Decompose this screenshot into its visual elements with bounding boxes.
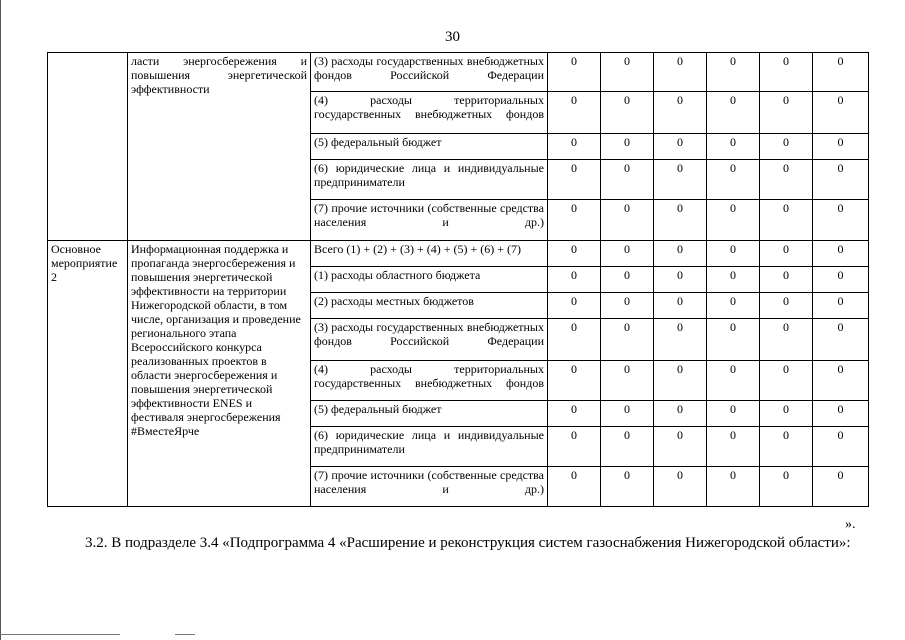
value-cell: 0 bbox=[654, 361, 707, 401]
value-cell: 0 bbox=[654, 241, 707, 267]
measure-description: ласти энергосбережения и повышения энергетической эффективности bbox=[128, 53, 311, 241]
budget-table bbox=[47, 52, 869, 507]
value-cell: 0 bbox=[707, 361, 760, 401]
value-cell: 0 bbox=[813, 134, 869, 160]
source-label: (6) юридические лица и индивидуальные предприниматели bbox=[311, 160, 548, 200]
value-cell: 0 bbox=[707, 53, 760, 92]
value-cell: 0 bbox=[548, 319, 601, 361]
value-cell: 0 bbox=[654, 53, 707, 92]
value-cell: 0 bbox=[654, 134, 707, 160]
value-cell: 0 bbox=[654, 160, 707, 200]
value-cell: 0 bbox=[760, 467, 813, 507]
value-cell: 0 bbox=[654, 401, 707, 427]
value-cell: 0 bbox=[601, 92, 654, 134]
value-cell: 0 bbox=[601, 361, 654, 401]
value-cell: 0 bbox=[601, 160, 654, 200]
value-cell: 0 bbox=[813, 200, 869, 241]
footer-rule bbox=[0, 634, 120, 635]
value-cell: 0 bbox=[707, 467, 760, 507]
value-cell: 0 bbox=[813, 53, 869, 92]
value-cell: 0 bbox=[760, 160, 813, 200]
value-cell: 0 bbox=[707, 293, 760, 319]
value-cell: 0 bbox=[548, 53, 601, 92]
value-cell: 0 bbox=[654, 467, 707, 507]
value-cell: 0 bbox=[813, 361, 869, 401]
footer-rule bbox=[175, 634, 195, 635]
value-cell: 0 bbox=[601, 241, 654, 267]
value-cell: 0 bbox=[813, 401, 869, 427]
source-label: (4) расходы территориальных государственных внебюджетных фондов bbox=[311, 361, 548, 401]
value-cell: 0 bbox=[760, 319, 813, 361]
value-cell: 0 bbox=[813, 92, 869, 134]
value-cell: 0 bbox=[601, 267, 654, 293]
closing-quote: ». bbox=[845, 517, 856, 532]
value-cell: 0 bbox=[654, 427, 707, 467]
value-cell: 0 bbox=[548, 200, 601, 241]
value-cell: 0 bbox=[707, 241, 760, 267]
table-row bbox=[48, 53, 869, 92]
source-label: (3) расходы государственных внебюджетных фондов Российской Федерации bbox=[311, 53, 548, 92]
value-cell: 0 bbox=[760, 267, 813, 293]
table-row bbox=[48, 241, 869, 267]
value-cell: 0 bbox=[760, 293, 813, 319]
value-cell: 0 bbox=[654, 92, 707, 134]
value-cell: 0 bbox=[707, 134, 760, 160]
value-cell: 0 bbox=[601, 200, 654, 241]
value-cell: 0 bbox=[760, 361, 813, 401]
value-cell: 0 bbox=[813, 319, 869, 361]
source-label: (5) федеральный бюджет bbox=[311, 134, 548, 160]
value-cell: 0 bbox=[707, 92, 760, 134]
source-label: (1) расходы областного бюджета bbox=[311, 267, 548, 293]
value-cell: 0 bbox=[760, 92, 813, 134]
value-cell: 0 bbox=[548, 160, 601, 200]
source-label: Всего (1) + (2) + (3) + (4) + (5) + (6) + (7) bbox=[311, 241, 548, 267]
source-label: (7) прочие источники (собственные средства населения и др.) bbox=[311, 467, 548, 507]
value-cell: 0 bbox=[707, 160, 760, 200]
section-heading-text: 3.2. В подразделе 3.4 «Подпрограмма 4 «Расширение и реконструкция систем газоснабжения Нижегородской области»: bbox=[85, 535, 851, 551]
value-cell: 0 bbox=[601, 293, 654, 319]
value-cell: 0 bbox=[548, 467, 601, 507]
value-cell: 0 bbox=[548, 401, 601, 427]
source-label: (5) федеральный бюджет bbox=[311, 401, 548, 427]
value-cell: 0 bbox=[601, 319, 654, 361]
value-cell: 0 bbox=[601, 53, 654, 92]
value-cell: 0 bbox=[654, 319, 707, 361]
value-cell: 0 bbox=[760, 401, 813, 427]
source-label: (4) расходы территориальных государственных внебюджетных фондов bbox=[311, 92, 548, 134]
value-cell: 0 bbox=[813, 467, 869, 507]
source-label: (2) расходы местных бюджетов bbox=[311, 293, 548, 319]
event-cell-empty bbox=[48, 53, 128, 241]
value-cell: 0 bbox=[813, 241, 869, 267]
value-cell: 0 bbox=[601, 134, 654, 160]
value-cell: 0 bbox=[548, 293, 601, 319]
value-cell: 0 bbox=[601, 467, 654, 507]
value-cell: 0 bbox=[548, 267, 601, 293]
value-cell: 0 bbox=[760, 134, 813, 160]
page-edge-rule bbox=[0, 0, 1, 640]
value-cell: 0 bbox=[760, 53, 813, 92]
value-cell: 0 bbox=[707, 427, 760, 467]
value-cell: 0 bbox=[548, 92, 601, 134]
value-cell: 0 bbox=[813, 160, 869, 200]
value-cell: 0 bbox=[813, 267, 869, 293]
value-cell: 0 bbox=[760, 241, 813, 267]
value-cell: 0 bbox=[813, 427, 869, 467]
value-cell: 0 bbox=[654, 267, 707, 293]
value-cell: 0 bbox=[548, 134, 601, 160]
value-cell: 0 bbox=[707, 401, 760, 427]
value-cell: 0 bbox=[707, 267, 760, 293]
value-cell: 0 bbox=[813, 293, 869, 319]
event-name: Основное мероприятие 2 bbox=[48, 241, 128, 507]
measure-description: Информационная поддержка и пропаганда энергосбережения и повышения энергетической эффективности на территории Нижегородской области, в том числе, организация и проведение регионального этапа Всероссийского конкурса реализованных проектов в области энергосбережения и повышения энергетической эффективности ENES и фестиваля энергосбережения #ВместеЯрче bbox=[128, 241, 311, 507]
value-cell: 0 bbox=[548, 241, 601, 267]
value-cell: 0 bbox=[601, 427, 654, 467]
value-cell: 0 bbox=[707, 200, 760, 241]
source-label: (3) расходы государственных внебюджетных фондов Российской Федерации bbox=[311, 319, 548, 361]
value-cell: 0 bbox=[548, 427, 601, 467]
source-label: (7) прочие источники (собственные средства населения и др.) bbox=[311, 200, 548, 241]
value-cell: 0 bbox=[760, 427, 813, 467]
value-cell: 0 bbox=[707, 319, 760, 361]
value-cell: 0 bbox=[654, 293, 707, 319]
value-cell: 0 bbox=[760, 200, 813, 241]
value-cell: 0 bbox=[601, 401, 654, 427]
page-number: 30 bbox=[445, 29, 460, 45]
value-cell: 0 bbox=[654, 200, 707, 241]
value-cell: 0 bbox=[548, 361, 601, 401]
source-label: (6) юридические лица и индивидуальные предприниматели bbox=[311, 427, 548, 467]
